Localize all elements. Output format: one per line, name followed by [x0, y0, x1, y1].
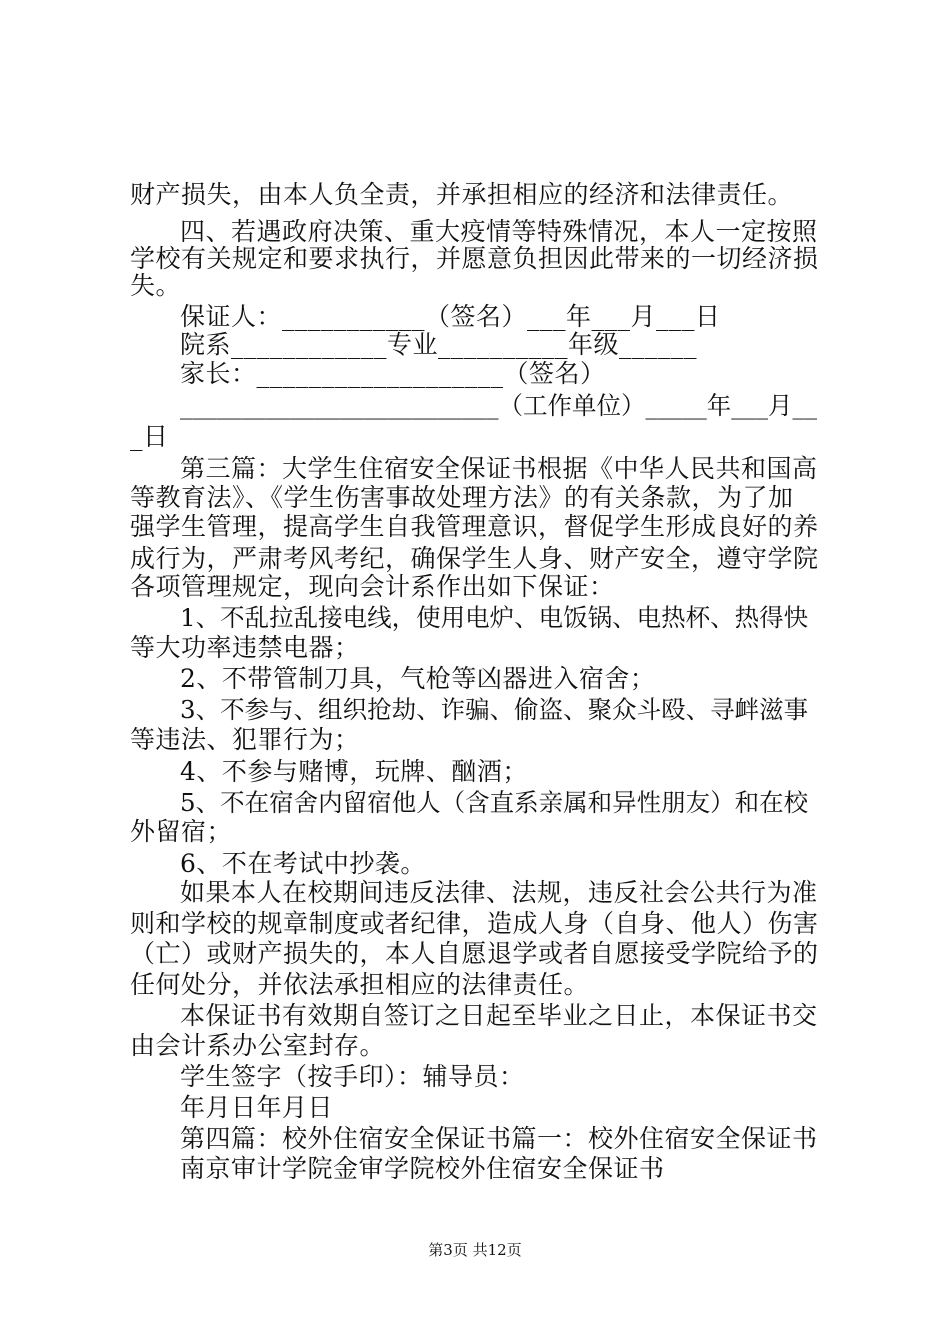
- guarantor-signature-line: 保证人：___________（签名）___年___月___日: [180, 302, 721, 331]
- text-line: 由会计系办公室封存。: [130, 1031, 386, 1060]
- parent-signature-line: 家长：___________________（签名）: [180, 359, 606, 388]
- rule-item: 2、不带管制刀具，气枪等凶器进入宿舍；: [180, 664, 656, 693]
- text-line: 本保证书有效期自签订之日起至毕业之日止，本保证书交: [180, 1001, 818, 1030]
- student-signature-line: 学生签字（按手印）：辅导员：: [180, 1062, 525, 1091]
- page-number: 第3页 共12页: [428, 1241, 522, 1259]
- text-line: 强学生管理，提高学生自我管理意识，督促学生形成良好的养: [130, 512, 819, 541]
- text-line: 失。: [130, 271, 182, 300]
- text-line: 等违法、犯罪行为；: [130, 725, 360, 754]
- date-line: 年月日年月日: [180, 1093, 334, 1122]
- text-line: 财产损失，由本人负全责，并承担相应的经济和法律责任。: [130, 180, 794, 209]
- text-line: 南京审计学院金审学院校外住宿安全保证书: [180, 1154, 665, 1183]
- text-line: 各项管理规定，现向会计系作出如下保证：: [130, 572, 615, 601]
- text-line: 则和学校的规章制度或者纪律，造成人身（自身、他人）伤害: [130, 909, 819, 938]
- rule-item: 5、不在宿舍内留宿他人（含直系亲属和异性朋友）和在校: [180, 788, 809, 817]
- text-line: 学校有关规定和要求执行，并愿意负担因此带来的一切经济损: [130, 244, 819, 273]
- rule-item: 3、不参与、组织抢劫、诈骗、偷盗、聚众斗殴、寻衅滋事: [180, 695, 809, 724]
- rule-item: 6、不在考试中抄袭。: [180, 849, 426, 878]
- rule-item: 4、不参与赌博，玩牌、酗酒；: [180, 757, 528, 786]
- department-major-grade-line: 院系____________专业__________年级______: [180, 330, 698, 359]
- work-unit-line: __________________________（工作单位）_____年___月__: [180, 391, 817, 420]
- text-line: （亡）或财产损失的，本人自愿退学或者自愿接受学院给予的: [130, 939, 819, 968]
- section-heading-line: 第四篇：校外住宿安全保证书篇一：校外住宿安全保证书: [180, 1124, 818, 1153]
- text-line: 任何处分，并依法承担相应的法律责任。: [130, 970, 590, 999]
- text-line: 外留宿；: [130, 817, 233, 846]
- text-line: 等教育法》、《学生伤害事故处理方法》的有关条款，为了加: [130, 483, 794, 512]
- text-line: 四、若遇政府决策、重大疫情等特殊情况，本人一定按照: [180, 217, 818, 246]
- text-line: 等大功率违禁电器；: [130, 633, 360, 662]
- rule-item: 1、不乱拉乱接电线，使用电炉、电饭锅、电热杯、热得快: [180, 603, 809, 632]
- text-line: 如果本人在校期间违反法律、法规，违反社会公共行为准: [180, 878, 818, 907]
- section-heading-line: 第三篇：大学生住宿安全保证书根据《中华人民共和国高: [180, 454, 818, 483]
- text-line: _日: [130, 422, 169, 451]
- text-line: 成行为，严肃考风考纪，确保学生人身、财产安全，遵守学院: [130, 544, 819, 573]
